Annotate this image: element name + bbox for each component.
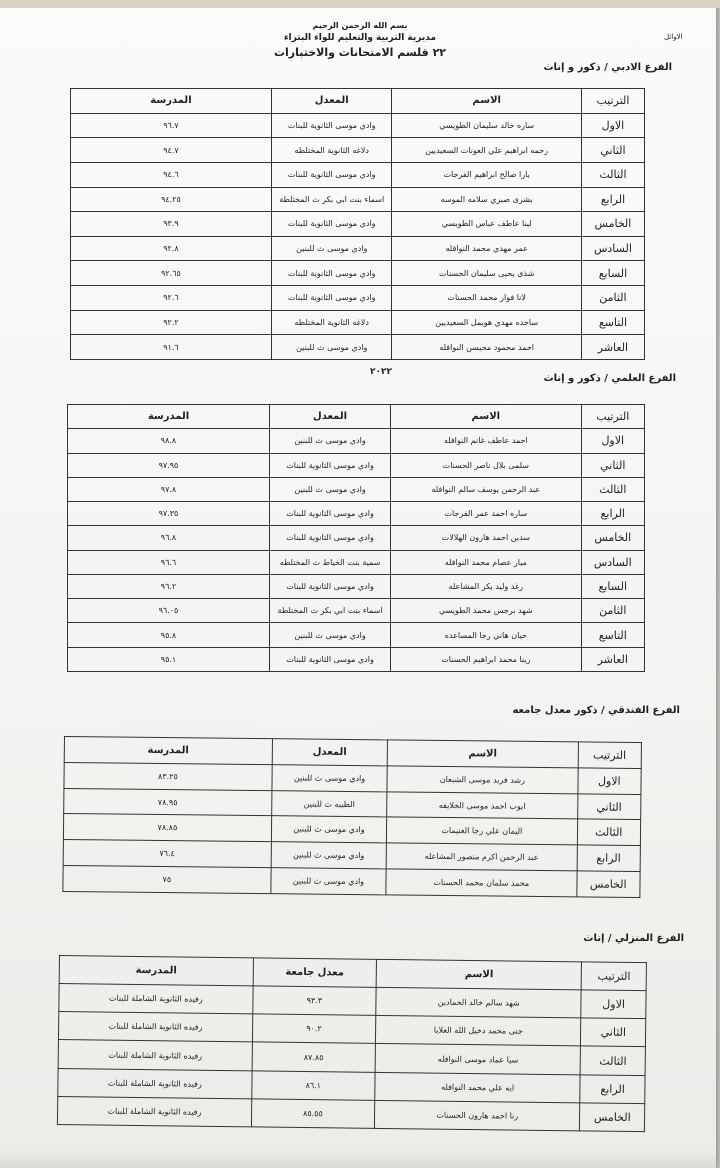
cell-avg: ٨٧.٨٥ — [252, 1042, 376, 1072]
cell-name: سلمى بلال ناصر الحسنات — [391, 453, 581, 477]
table-row — [68, 574, 645, 598]
cell-school: الطيبه ث للبنين — [271, 790, 387, 817]
cell-name: ايه علي محمد النوافله — [375, 1072, 581, 1103]
cell-name: احمد عاطف غانم النوافله — [391, 429, 581, 453]
cell-school: وادي موسى ث للبنين — [271, 842, 387, 869]
cell-avg: ٩٦.٢ — [68, 574, 270, 598]
column-header: الترتيب — [581, 405, 644, 429]
cell-name: محمد سلمان محمد الحسنات — [386, 869, 577, 897]
table-row — [68, 526, 645, 550]
year-label: ٢٠٢٢ — [370, 367, 392, 377]
column-header: المدرسة — [59, 956, 253, 987]
cell-school: وادي موسى الثانوية للبنات — [271, 286, 392, 311]
cell-school: وادي موسى الثانوية للبنات — [271, 162, 392, 187]
cell-avg: ٩٤.٦ — [71, 162, 272, 187]
cell-rank: الرابع — [580, 1075, 645, 1104]
cell-school: وادي موسى الثانوية للبنات — [269, 453, 390, 477]
cell-rank: الاول — [581, 990, 646, 1019]
cell-school: رفيده الثانوية الشاملة للبنات — [58, 1040, 252, 1071]
cell-rank: الثالث — [581, 162, 644, 187]
cell-name: ايوب احمد موسى الخلايفه — [387, 792, 578, 820]
cell-avg: ٩٣.٣ — [253, 986, 377, 1016]
department-name: ٢٢ قلسم الامتحانات والاختبارات — [273, 46, 447, 59]
cell-avg: ٩٦.٦ — [68, 550, 270, 574]
cell-name: عبد الرحمن اكرم منصور المشاعله — [386, 843, 577, 871]
cell-school: وادي موسى ث للبنين — [269, 623, 390, 647]
cell-school: رفيده الثانوية الشاملة للبنات — [59, 984, 253, 1015]
cell-name: حيان هاني رجا المساعده — [391, 623, 581, 647]
cell-name: شهد سالم خالد الحمادين — [376, 988, 582, 1019]
column-header: الاسم — [376, 959, 582, 990]
cell-rank: الثالث — [577, 819, 641, 845]
cell-rank: السابع — [581, 574, 644, 598]
cell-rank: الثاني — [581, 1018, 646, 1047]
results-table-scientific — [67, 404, 645, 672]
cell-school: رفيده الثانوية الشاملة للبنات — [57, 1096, 251, 1127]
cell-school: وادي موسى الثانوية للبنات — [271, 113, 392, 138]
cell-avg: ٩٢.٢ — [71, 310, 272, 335]
cell-school: سمية بنت الخياط ث المختلطه — [269, 550, 390, 574]
cell-avg: ٨٦.١ — [251, 1070, 375, 1100]
cell-rank: الثاني — [581, 453, 644, 477]
cell-avg: ٩١.٦ — [71, 335, 272, 360]
cell-name: شهد برجس محمد الطويسي — [391, 599, 581, 623]
cell-name: عبد الرحمن يوسف سالم النوافله — [391, 477, 581, 501]
cell-school: اسماء بنت ابي بكر ث المختلطة — [271, 187, 392, 212]
cell-school: وادي موسى الثانوية للبنات — [269, 647, 390, 671]
table-row — [68, 550, 645, 574]
cell-rank: السابع — [581, 261, 644, 286]
cell-rank: الثامن — [581, 599, 644, 623]
column-header: المعدل — [271, 89, 392, 114]
directorate-name: مديرية التربية والتعليم للواء البتراء — [283, 33, 437, 43]
cell-name: اليمان علي رجا الغنيمات — [387, 817, 578, 845]
cell-avg: ٩٢.٨ — [71, 236, 272, 261]
table-header-row — [71, 89, 645, 114]
cell-name: ساره احمد عمر الفرجات — [391, 502, 581, 526]
column-header: الترتيب — [582, 962, 647, 991]
cell-name: رينا محمد ابراهيم الحسنات — [391, 647, 581, 671]
cell-rank: الثاني — [581, 138, 644, 163]
results-table-hospitality — [62, 736, 642, 898]
column-header: المدرسة — [71, 89, 272, 114]
cell-avg: ٩٧.٣٥ — [68, 502, 270, 526]
table-row — [71, 187, 645, 212]
page-bottom-shadow — [0, 1150, 716, 1168]
cell-school: وادي موسى الثانوية للبنات — [269, 574, 390, 598]
column-header: المدرسة — [64, 737, 272, 765]
cell-school: وادي موسى الثانوية للبنات — [271, 261, 392, 286]
cell-school: وادي موسى ث للبنين — [271, 868, 387, 895]
cell-avg: ٩٥.٨ — [68, 623, 270, 647]
table-row — [71, 236, 645, 261]
cell-rank: العاشر — [581, 335, 644, 360]
cell-name: ساره خالد سليمان الطويسي — [392, 113, 581, 138]
top-corner-label: الاوائل — [664, 33, 683, 41]
table-row — [71, 113, 645, 138]
column-header: المعدل — [269, 405, 390, 429]
cell-avg: ٩٥.١ — [68, 647, 270, 671]
cell-name: يارا صالح ابراهيم الفرجات — [392, 162, 581, 187]
table-row — [71, 138, 645, 163]
cell-name: رغد وليد بكر المشاعله — [391, 574, 581, 598]
results-table-literary — [70, 88, 645, 360]
cell-avg: ٩٦.٧ — [71, 113, 272, 138]
cell-name: رشد فريد موسى الشبعان — [387, 766, 578, 794]
cell-school: وادي موسى ث للبنين — [269, 429, 390, 453]
table-row — [68, 477, 645, 501]
cell-avg: ٨٣.٢٥ — [64, 762, 272, 790]
cell-avg: ٧٦.٤ — [63, 840, 271, 868]
cell-school: رفيده الثانوية الشاملة للبنات — [58, 1068, 252, 1099]
cell-rank: الاول — [577, 768, 641, 794]
basmala: بسم الله الرحمن الرحيم — [312, 21, 408, 30]
cell-school: دلاغه الثانوية المختلطه — [271, 310, 392, 335]
table-row — [68, 453, 645, 477]
table-header-row — [68, 405, 645, 429]
cell-rank: العاشر — [581, 647, 644, 671]
cell-avg: ٩٦.٠٥ — [68, 599, 270, 623]
column-header: الاسم — [392, 89, 581, 114]
cell-avg: ٩٧.٩٥ — [68, 453, 270, 477]
section-title-home-economics: الفرع المنزلي / إناث — [583, 933, 684, 944]
cell-school: وادي موسى الثانوية للبنات — [269, 502, 390, 526]
section-title-literary: الفرع الادبي / ذكور و إناث — [543, 62, 672, 73]
cell-school: وادي موسى ث للبنين — [269, 477, 390, 501]
cell-rank: السادس — [581, 236, 644, 261]
cell-rank: الرابع — [581, 502, 644, 526]
table-row — [71, 261, 645, 286]
cell-name: رحمه ابراهيم علي العونات السعيديين — [392, 138, 581, 163]
cell-avg: ٩٢.٦٥ — [71, 261, 272, 286]
cell-rank: الاول — [581, 113, 644, 138]
cell-avg: ٩٧.٨ — [68, 477, 270, 501]
column-header: المعدل — [272, 739, 388, 766]
cell-rank: الرابع — [577, 845, 641, 871]
cell-rank: الخامس — [580, 1103, 645, 1132]
column-header: الترتيب — [581, 89, 644, 114]
cell-name: لانا فواز محمد الحسنات — [392, 286, 581, 311]
cell-name: جنى محمد دخيل الله العلايا — [375, 1016, 581, 1047]
table-row — [68, 429, 645, 453]
cell-avg: ٩٢.٦ — [71, 286, 272, 311]
table-row — [71, 335, 645, 360]
cell-name: ميار عصام محمد النوافله — [391, 550, 581, 574]
cell-rank: الخامس — [581, 526, 644, 550]
cell-avg: ٩٦.٨ — [68, 526, 270, 550]
cell-avg: ٩٨.٨ — [68, 429, 270, 453]
cell-school: وادي موسى ث للبنين — [271, 335, 392, 360]
cell-rank: الثامن — [581, 286, 644, 311]
cell-school: وادي موسى الثانوية للبنات — [269, 526, 390, 550]
cell-rank: السادس — [581, 550, 644, 574]
cell-rank: الرابع — [581, 187, 644, 212]
cell-rank: الثالث — [581, 477, 644, 501]
cell-avg: ٧٥ — [63, 866, 271, 894]
cell-avg: ٩٣.٩ — [71, 212, 272, 237]
cell-avg: ٩٤.٧ — [71, 138, 272, 163]
column-header: معدل جامعة — [253, 958, 377, 988]
table-row — [71, 310, 645, 335]
cell-name: لينا عاطف عباس الطويسي — [392, 212, 581, 237]
table-row — [68, 623, 645, 647]
column-header: الاسم — [391, 405, 581, 429]
cell-avg: ٨٥.٥٥ — [251, 1099, 375, 1129]
cell-name: شذى يحيى سليمان الحسنات — [392, 261, 581, 286]
cell-name: رنا احمد هارون الحسنات — [374, 1100, 580, 1131]
cell-avg: ٩٠.٢ — [252, 1014, 376, 1044]
cell-rank: الخامس — [581, 212, 644, 237]
section-title-hospitality: الفرع الفندقي / ذكور معدل جامعه — [512, 705, 680, 716]
column-header: الترتيب — [578, 742, 642, 768]
table-row — [71, 286, 645, 311]
cell-rank: التاسع — [581, 623, 644, 647]
table-row — [63, 866, 640, 898]
table-row — [68, 647, 645, 671]
document-header — [200, 20, 520, 60]
cell-rank: الثاني — [577, 794, 641, 820]
column-header: المدرسة — [68, 405, 270, 429]
cell-rank: الاول — [581, 429, 644, 453]
cell-school: اسماء بنت ابي بكر ث المختلطة — [269, 599, 390, 623]
table-row — [71, 162, 645, 187]
table-row — [68, 599, 645, 623]
cell-school: رفيده الثانوية الشاملة للبنات — [58, 1012, 252, 1043]
results-table-home-economics — [57, 955, 647, 1132]
cell-school: دلاغه الثانوية المختلطه — [271, 138, 392, 163]
column-header: الاسم — [387, 740, 578, 768]
cell-rank: الثالث — [581, 1046, 646, 1075]
cell-school: وادي موسى الثانوية للبنات — [271, 212, 392, 237]
cell-rank: الخامس — [576, 871, 640, 898]
cell-name: سيا عماد موسى النوافله — [375, 1044, 581, 1075]
cell-name: ساجده مهدي هويمل السعيديين — [392, 310, 581, 335]
table-row — [71, 212, 645, 237]
cell-avg: ٧٨.٩٥ — [64, 788, 272, 816]
cell-name: عمر مهدي محمد النوافله — [392, 236, 581, 261]
cell-name: بشرى صبري سلامه الموسه — [392, 187, 581, 212]
table-row — [68, 502, 645, 526]
cell-name: احمد محمود محيسن النوافله — [392, 335, 581, 360]
cell-avg: ٩٤.٢٥ — [71, 187, 272, 212]
cell-school: وادي موسى ث للبنين — [271, 236, 392, 261]
section-title-scientific: الفرع العلمي / ذكور و إناث — [543, 373, 676, 384]
page-top-edge — [0, 0, 720, 8]
cell-school: وادي موسى ث للبنين — [272, 765, 388, 792]
cell-school: وادي موسى ث للبنين — [271, 816, 387, 843]
cell-avg: ٧٨.٨٥ — [63, 814, 271, 842]
cell-name: سدين احمد هارون الهلالات — [391, 526, 581, 550]
cell-rank: التاسع — [581, 310, 644, 335]
